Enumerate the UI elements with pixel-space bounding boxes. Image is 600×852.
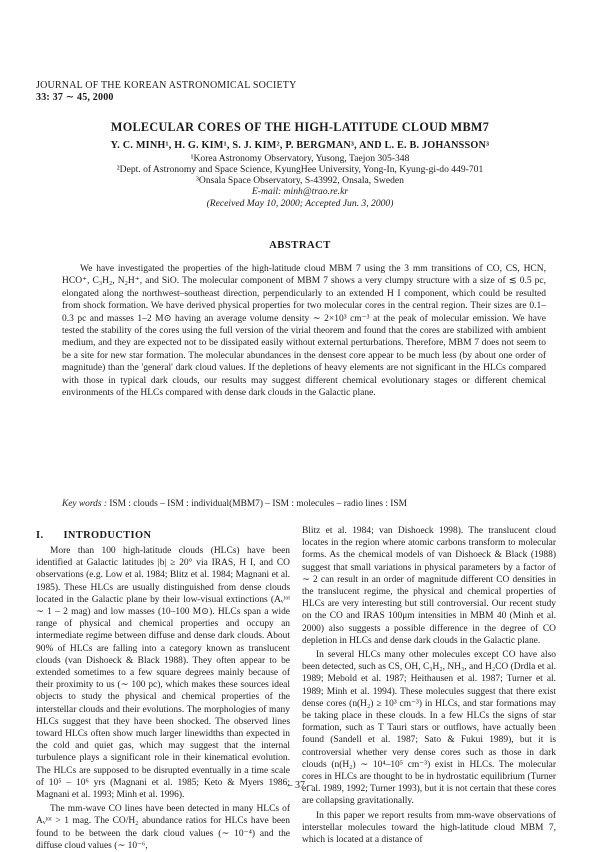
keywords-label: Key words : (62, 499, 107, 509)
page-number: – 37 – (287, 780, 313, 791)
abstract-text: We have investigated the properties of the high-latitude cloud MBM 7 using the 3 mm transitions of CO, CS, HCN, HCO⁺, C₃H₂, N₂H⁺, and SiO. The molecular component of MBM 7 shows a very clumpy structure with a size of ≲ 0.5 pc, elongated along the northwest–southeast direction, perpendicularly to an extended H I component, which could be resulted from shock formation. We have derived physical properties for two molecular cores in the central region. Their sizes are 0.1–0.3 pc and masses 1–2 M⊙ having an average volume density ∼ 2×10³ cm⁻³ at the peak of molecular emission. We have tested the stability of the cores using the full version of the virial theorem and found that the cores are stabilized with ambient medium, and they are expected not to be dissipated easily without external perturbations. Therefore, MBM 7 does not seem to be a site for new star formation. The molecular abundances in the densest core appear to be much less (by about one order of magnitude) than the 'general' dark cloud values. If the depletions of heavy elements are not significant in the HLCs compared with those in typical dark clouds, our results may suggest different chemical evolutionary stages or different chemical environments of the HLCs compared with dense dark clouds in the Galactic plane. (62, 264, 546, 399)
section-heading (36, 530, 171, 541)
section-title: INTRODUCTION (63, 530, 152, 541)
journal-citation: 33: 37 ∼ 45, 2000 (36, 92, 114, 103)
affiliation-1: ¹Korea Astronomy Observatory, Yusong, Taejon 305-348 (190, 153, 410, 164)
received-dates: (Received May 10, 2000; Accepted Jun. 3, 2000) (206, 198, 394, 209)
keywords-list: ISM : clouds – ISM : individual(MBM7) – ISM : molecules – radio lines : ISM (109, 499, 407, 509)
affiliation-2: ²Dept. of Astronomy and Space Science, KyungHee University, Yong-In, Kyung-gi-do 449-701 (116, 164, 484, 175)
abstract-heading: ABSTRACT (269, 240, 331, 251)
paragraph: The mm-wave CO lines have been detected in many HLCs of Aᵥᵗᵒᵗ > 1 mag. The CO/H₂ abundance ratios for HLCs have been found to be between the dark cloud values (∼ 10⁻⁴) and the diffuse cloud values (∼ 10⁻⁶, (36, 804, 290, 851)
paragraph: Blitz et al. 1984; van Dishoeck 1998). The translucent cloud locates in the region where atomic carbons transform to molecular forms. As the chemical models of van Dishoeck & Black (1988) suggest that small variations in physical parameters by a factor of ∼ 2 can result in an order of magnitude different CO densities in the translucent regime, the physical and chemical properties of HLCs are very interesting but still controversial. Our recent study on the CO and IRAS 100μm intensities in MBM 40 (Minh et al. 2000) also suggests a possible difference in the degree of CO depletion in HLCs and dense dark clouds in the Galactic plane. (302, 526, 556, 646)
paragraph: More than 100 high-latitude clouds (HLCs) have been identified at Galactic latitudes |b| ≥ 20° via IRAS, H I, and CO observations (e.g. Low et al. 1984; Blitz et al. 1984; Magnani et al. 1985). These HLCs are usually distinguished from dense clouds located in the Galactic plane by their low-visual extinctions (Aᵥᵗᵒᵗ ∼ 1 – 2 mag) and low masses (10–100 M⊙). HLCs span a wide range of physical and chemical properties and occupy an intermediate regime between diffuse and dense dark clouds. About 90% of HLCs are falling into a category known as translucent clouds (van Dishoeck & Black 1988). They often appear to be extended sometimes to a few square degrees mainly because of their proximity to us (∼ 100 pc), which makes these sources ideal objects to study the physical and chemical properties of the interstellar clouds and their evolutions. The morphologies of many HLCs suggest that they have been shocked. The observed lines toward HLCs often show much larger linewidths than expected in the cold and quiet gas, which may suggest that the internal turbulence plays a significant role in their kinematical evolution. The HLCs are supposed to be disrupted eventually in a time scale of 10⁵ – 10⁶ yrs (Magnani et al. 1985; Keto & Myers 1986; Magnani et al. 1993; Minh et al. 1996). (36, 546, 290, 801)
left-column (36, 545, 290, 852)
journal-header (36, 80, 297, 104)
journal-name: JOURNAL OF THE KOREAN ASTRONOMICAL SOCIETY (36, 80, 297, 91)
affiliation-3: ³Onsala Space Observatory, S-43992, Onsala, Sweden (196, 175, 404, 186)
keywords (62, 499, 552, 509)
right-column (302, 525, 556, 846)
paragraph: In this paper we report results from mm-wave observations of interstellar molecules toward the high-latitude cloud MBM 7, which is located at a distance of (302, 810, 556, 846)
section-number: I. (36, 530, 44, 541)
author-list: Y. C. MINH¹, H. G. KIM¹, S. J. KIM², P. BERGMAN³, AND L. E. B. JOHANSSON³ (110, 140, 490, 151)
paper-title: MOLECULAR CORES OF THE HIGH-LATITUDE CLOUD MBM7 (110, 120, 490, 134)
paragraph: In several HLCs many other molecules except CO have also been detected, such as CS, OH, C₃H₂, NH₃, and H₂CO (Drdla et al. 1989; Mebold et al. 1987; Heithausen et al. 1987; Turner et al. 1989; Minh et al. 1994). These molecules suggest that there exist dense cores (n(H₂) ≥ 10³ cm⁻³) in HLCs, and star formations may be taking place in these clouds. In a few HLCs the signs of star formation, such as T Tauri stars or outflows, have actually been found (Sandell et al. 1987; Sato & Fukui 1989), but it is controversial whether very dense cores such as those in dark clouds (n(H₂) ∼ 10⁴–10⁵ cm⁻³) exist in HLCs. The molecular cores in HLCs are thought to be in hydrostatic equilibrium (Turner et al. 1989, 1992; Turner 1993), but it is not certain that these cores are collapsing gravitationally. (302, 650, 556, 807)
contact-email: E-mail: minh@trao.re.kr (251, 186, 349, 197)
